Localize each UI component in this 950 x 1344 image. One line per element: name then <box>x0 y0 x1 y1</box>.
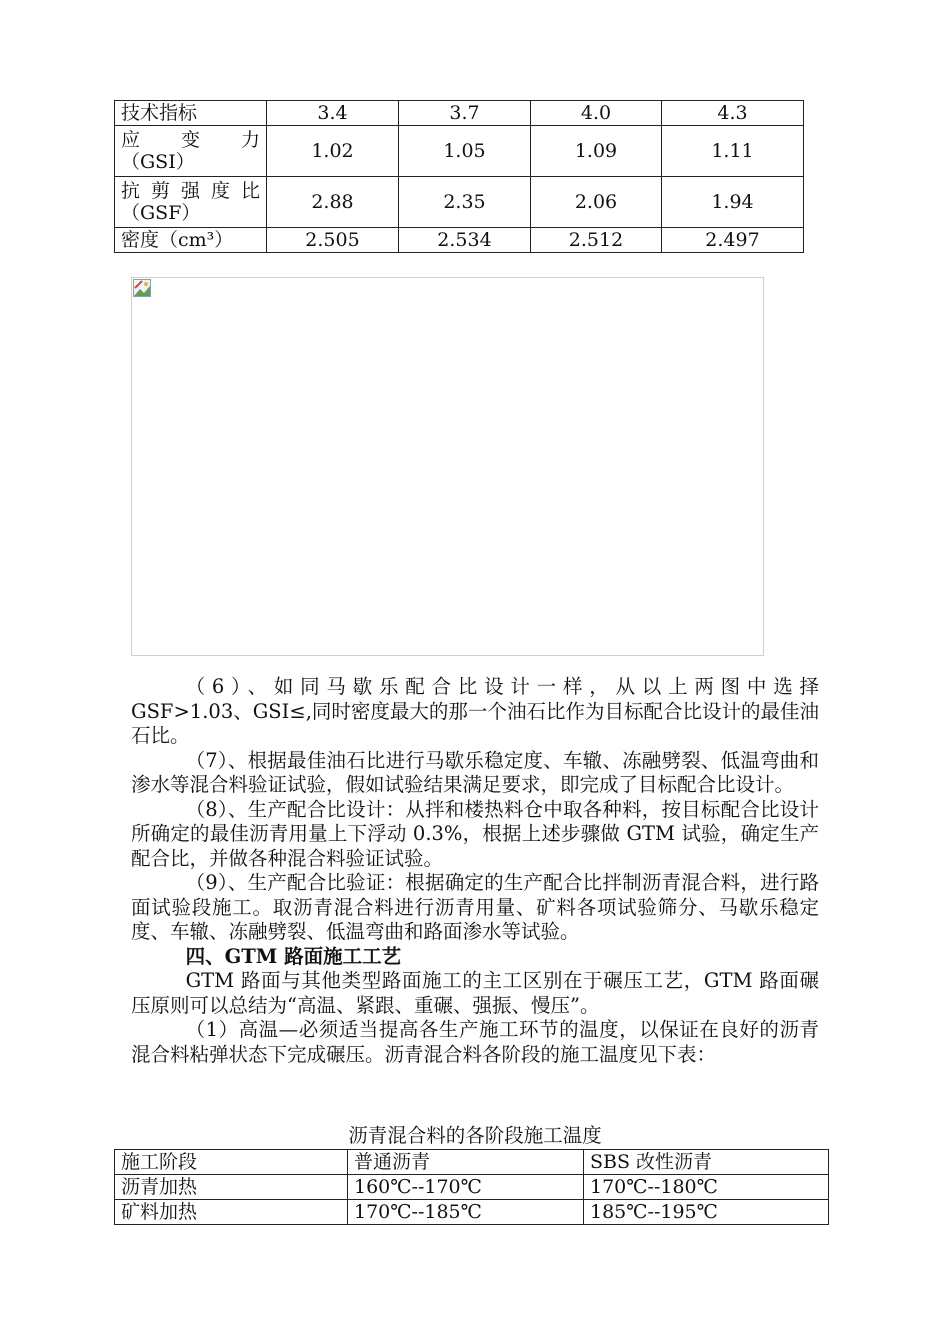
table-header-row <box>115 1150 829 1175</box>
paragraph: （1）高温—必须适当提高各生产施工环节的温度，以保证在良好的沥青混合料粘弹状态下完成碾压。沥青混合料各阶段的施工温度见下表： <box>131 1018 819 1066</box>
label-char: 剪 <box>150 180 170 202</box>
table-cell: 沥青加热 <box>115 1175 348 1200</box>
row-label-sub: （GSI） <box>121 151 195 173</box>
broken-image-icon <box>133 279 151 297</box>
table-row <box>115 228 804 253</box>
table-cell: 2.88 <box>267 177 399 228</box>
table-cell: 3.7 <box>399 101 531 126</box>
table-cell: 技术指标 <box>115 101 267 126</box>
table-cell: 2.534 <box>399 228 531 253</box>
table-row <box>115 126 804 177</box>
table-cell: 矿料加热 <box>115 1200 348 1225</box>
table-cell: 1.05 <box>399 126 531 177</box>
section-heading: 四、GTM 路面施工工艺 <box>185 944 402 968</box>
table-cell: 170℃--180℃ <box>584 1175 829 1200</box>
table-cell: 3.4 <box>267 101 399 126</box>
paragraph: GSF>1.03、GSI≤,同时密度最大的那一个油石比作为目标配合比设计的最佳油石比。 <box>131 699 819 747</box>
table-cell: 普通沥青 <box>348 1150 584 1175</box>
row-label-gsi <box>115 126 267 177</box>
table-row <box>115 1175 829 1200</box>
label-char: 比 <box>240 180 260 202</box>
table-cell: 1.02 <box>267 126 399 177</box>
body-text <box>131 675 819 1067</box>
figure-placeholder <box>131 277 764 656</box>
row-label-line <box>121 129 260 151</box>
table-cell: 170℃--185℃ <box>348 1200 584 1225</box>
table-cell: SBS 改性沥青 <box>584 1150 829 1175</box>
construction-temperature-table <box>114 1149 829 1225</box>
table-cell: 2.35 <box>399 177 531 228</box>
technical-indicator-table <box>114 100 804 253</box>
row-label-sub: （GSF） <box>121 202 201 224</box>
label-char: 应 <box>121 129 141 151</box>
table-cell: 2.505 <box>267 228 399 253</box>
table-header-row <box>115 101 804 126</box>
table-cell: 施工阶段 <box>115 1150 348 1175</box>
label-char: 抗 <box>121 180 141 202</box>
table-row <box>115 177 804 228</box>
paragraph: （6）、如同马歇乐配合比设计一样，从以上两图中选择 <box>185 675 819 698</box>
table-cell: 185℃--195℃ <box>584 1200 829 1225</box>
table-cell: 2.497 <box>662 228 804 253</box>
table-cell: 1.94 <box>662 177 804 228</box>
row-label-density: 密度（cm³） <box>115 228 267 253</box>
table-cell: 2.512 <box>531 228 662 253</box>
table-caption: 沥青混合料的各阶段施工温度 <box>348 1124 602 1147</box>
table-cell: 4.3 <box>662 101 804 126</box>
row-label-line <box>121 180 260 202</box>
table-cell: 1.11 <box>662 126 804 177</box>
label-char: 力 <box>240 129 260 151</box>
paragraph: GTM 路面与其他类型路面施工的主工区别在于碾压工艺，GTM 路面碾压原则可以总结为“高温、紧跟、重碾、强振、慢压”。 <box>131 969 819 1017</box>
table-cell: 4.0 <box>531 101 662 126</box>
label-char: 度 <box>210 180 230 202</box>
paragraph: （8）、生产配合比设计：从拌和楼热料仓中取各种料，按目标配合比设计所确定的最佳沥青用量上下浮动 0.3%，根据上述步骤做 GTM 试验，确定生产配合比，并做各种混合料验证试验。 <box>131 797 819 870</box>
label-char: 变 <box>180 129 200 151</box>
paragraph: （9）、生产配合比验证：根据确定的生产配合比拌制沥青混合料，进行路面试验段施工。取沥青混合料进行沥青用量、矿料各项试验筛分、马歇乐稳定度、车辙、冻融劈裂、低温弯曲和路面渗水等试验。 <box>131 871 819 943</box>
table-row <box>115 1200 829 1225</box>
table-cell: 160℃--170℃ <box>348 1175 584 1200</box>
row-label-gsf <box>115 177 267 228</box>
table-cell: 1.09 <box>531 126 662 177</box>
label-char: 强 <box>180 180 200 202</box>
paragraph: （7）、根据最佳油石比进行马歇乐稳定度、车辙、冻融劈裂、低温弯曲和渗水等混合料验证试验，假如试验结果满足要求，即完成了目标配合比设计。 <box>131 748 819 796</box>
table-cell: 2.06 <box>531 177 662 228</box>
